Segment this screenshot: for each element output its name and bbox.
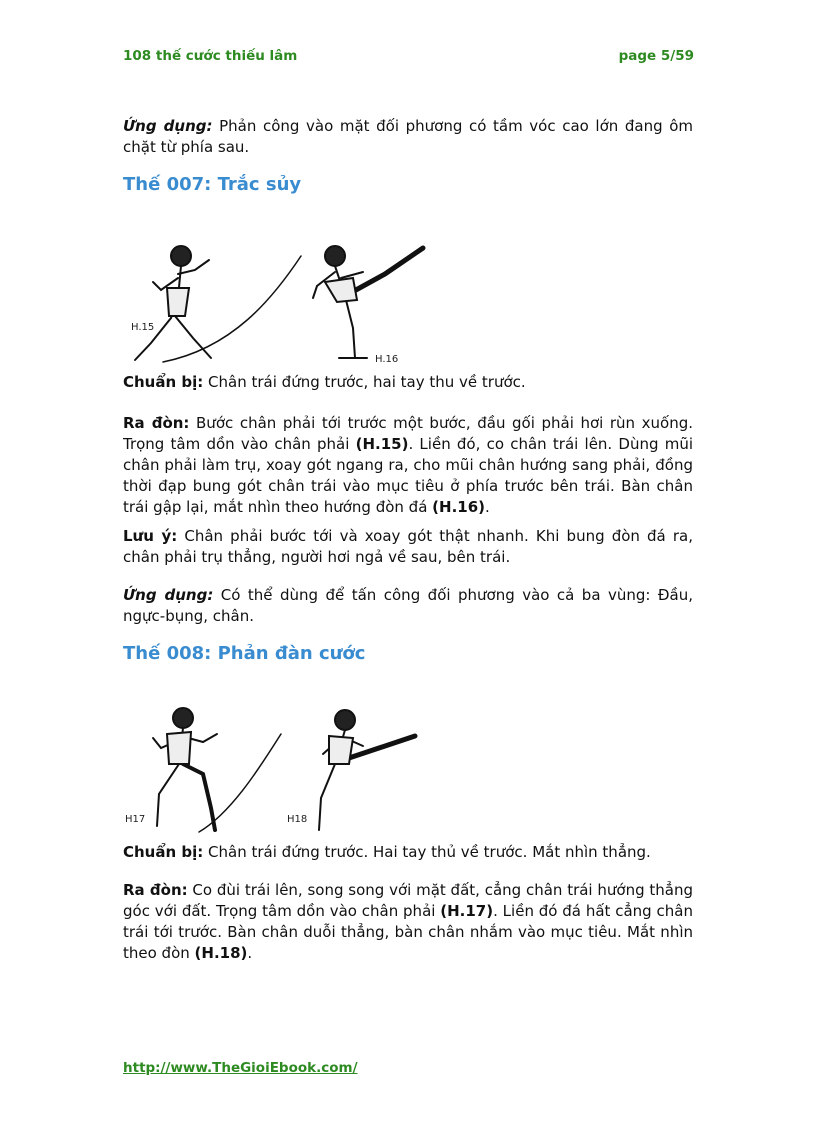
figure-reference: (H.16) (432, 498, 485, 516)
preparation-paragraph-008 (123, 842, 693, 863)
note-text: Chân phải bước tới và xoay gót thật nhanh. Khi bung đòn đá ra, chân phải trụ thẳng, người hơi ngả về sau, bên trái. (123, 527, 693, 566)
note-paragraph-007 (123, 526, 693, 568)
note-label: Lưu ý: (123, 527, 178, 545)
figure-label-h17: H17 (125, 814, 146, 825)
figure-reference: (H.15) (355, 435, 409, 453)
figure-label-h18: H18 (287, 814, 308, 825)
footer-website-link[interactable]: http://www.TheGioiEbook.com/ (123, 1060, 358, 1076)
preparation-label: Chuẩn bị: (123, 843, 204, 861)
strike-paragraph-007 (123, 413, 693, 518)
application-text: Phản công vào mặt đối phương có tầm vóc cao lớn đang ôm chặt từ phía sau. (123, 117, 694, 156)
application-label: Ứng dụng: (123, 117, 213, 135)
application-label: Ứng dụng: (123, 586, 214, 604)
strike-label: Ra đòn: (123, 881, 188, 899)
section-heading-008: Thế 008: Phản đàn cước (123, 643, 366, 664)
preparation-text: Chân trái đứng trước. Hai tay thủ về trước. Mắt nhìn thẳng. (203, 843, 651, 861)
section-heading-007: Thế 007: Trắc sủy (123, 174, 302, 195)
strike-text: Co đùi trái lên, song song với mặt đất, cẳng chân trái hướng thẳng góc với đất. Trọng tâm dồn vào chân phải (123, 881, 693, 920)
application-text: Có thể dùng để tấn công đối phương vào cả ba vùng: Đầu, ngực-bụng, chân. (123, 586, 693, 625)
figure-label-h15: H.15 (131, 322, 155, 333)
intro-application-paragraph (123, 116, 693, 158)
strike-text: Bước chân phải tới trước một bước, đầu gối phải hơi rùn xuống. Trọng tâm dồn vào chân phải (123, 414, 693, 453)
strike-text: . (247, 944, 253, 962)
strike-label: Ra đòn: (123, 414, 190, 432)
strike-text: . (485, 498, 490, 516)
preparation-label: Chuẩn bị: (123, 373, 204, 391)
strike-paragraph-008 (123, 880, 693, 964)
kick-illustration-h15-h16 (123, 238, 443, 368)
kick-illustration-h17-h18 (123, 702, 443, 838)
figure-reference: (H.17) (440, 902, 494, 920)
preparation-paragraph-007 (123, 372, 693, 393)
strike-text: . Liền đó đá hất cẳng chân trái tới trước. Bàn chân duỗi thẳng, bàn chân nhắm vào mục tiêu. Mắt nhìn theo đòn (123, 902, 693, 962)
page-number: page 5/59 (618, 48, 694, 64)
strike-text: . Liền đó, co chân trái lên. Dùng mũi chân phải làm trụ, xoay gót ngang ra, cho mũi chân hướng sang phải, đồng thời đạp bung gót chân trái vào mục tiêu ở phía trước bên trái. Bàn chân trái gập lại, mắt nhìn theo hướng đòn đá (123, 435, 693, 516)
figure-label-h16: H.16 (375, 354, 399, 365)
application-paragraph-007 (123, 585, 693, 627)
header-title: 108 thế cước thiếu lâm (123, 48, 298, 64)
preparation-text: Chân trái đứng trước, hai tay thu về trước. (203, 373, 526, 391)
figure-reference: (H.18) (194, 944, 248, 962)
